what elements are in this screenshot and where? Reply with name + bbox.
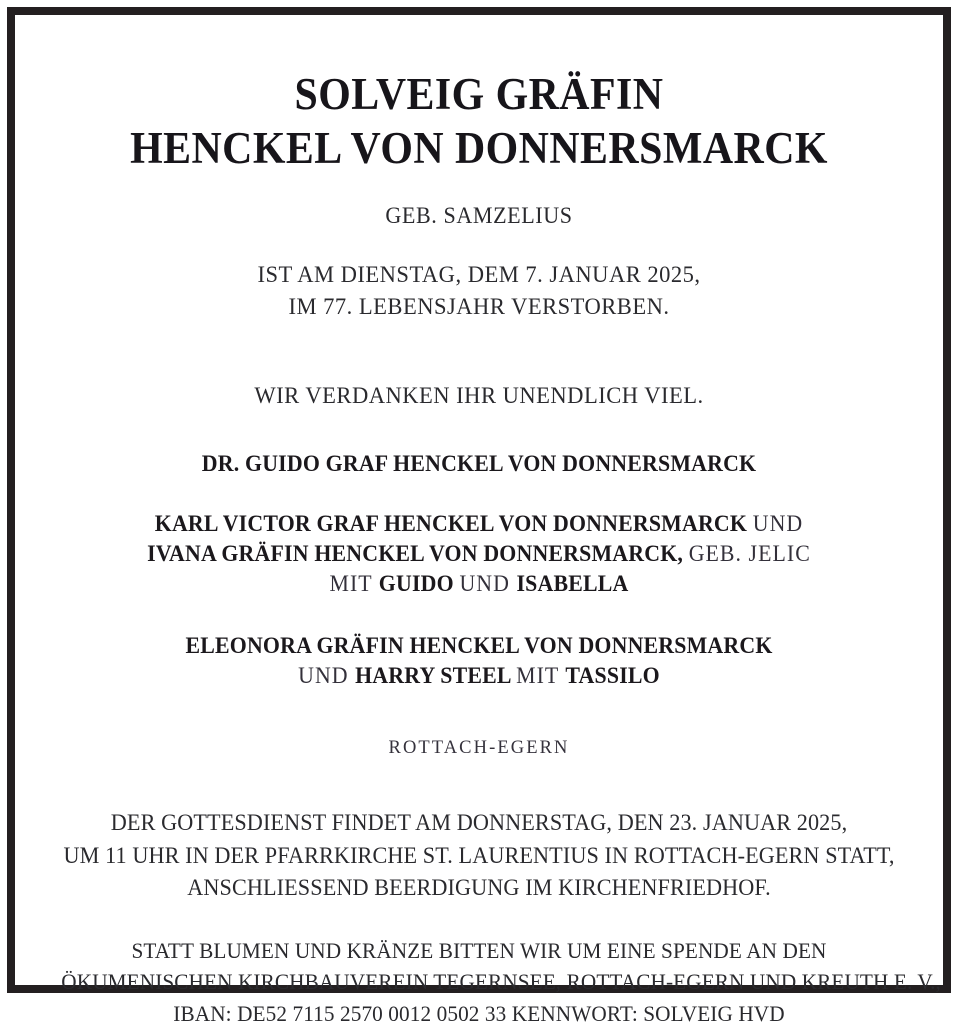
- survivor-group-son-family: [59, 509, 899, 599]
- donation-iban-line: IBAN: DE52 7115 2570 0012 0502 33 KENNWORT: SOLVEIG HVD: [61, 998, 896, 1029]
- survivor-line: [59, 539, 899, 569]
- maiden-name: GEB. SAMZELIUS: [55, 201, 904, 231]
- service-date-line: DER GOTTESDIENST FINDET AM DONNERSTAG, DEN 23. JANUAR 2025,: [61, 807, 896, 840]
- survivor-name: ISABELLA: [516, 571, 628, 596]
- survivor-name: GUIDO: [379, 571, 460, 596]
- survivor-conjunction: MIT: [516, 663, 565, 688]
- survivor-name: IVANA GRÄFIN HENCKEL VON DONNERSMARCK,: [147, 541, 689, 566]
- survivor-conjunction: UND: [298, 663, 355, 688]
- survivor-group-daughter-family: [59, 631, 899, 691]
- survivor-line: [59, 631, 899, 661]
- survivor-name: HARRY STEEL: [355, 663, 516, 688]
- obituary-border-frame: [7, 7, 951, 993]
- survivor-conjunction: MIT: [329, 571, 378, 596]
- survivor-conjunction: UND: [459, 571, 516, 596]
- donation-details: [61, 935, 896, 1029]
- donation-beneficiary-line: ÖKUMENISCHEN KIRCHBAUVEREIN TEGERNSEE, ROTTACH-EGERN UND KREUTH E. V.,: [61, 966, 896, 998]
- survivor-name: TASSILO: [565, 663, 659, 688]
- death-date-line: IST AM DIENSTAG, DEM 7. JANUAR 2025,: [55, 259, 904, 291]
- tribute-line: WIR VERDANKEN IHR UNENDLICH VIEL.: [55, 380, 904, 412]
- obituary-notice: [15, 15, 943, 985]
- survivor-name: ELEONORA GRÄFIN HENCKEL VON DONNERSMARCK: [185, 633, 772, 658]
- survivor-line: [59, 569, 899, 599]
- donation-request-line: STATT BLUMEN UND KRÄNZE BITTEN WIR UM EINE SPENDE AN DEN: [61, 935, 896, 967]
- death-statement: [55, 259, 904, 323]
- survivor-line: [59, 509, 899, 539]
- survivor-group-widower: [59, 449, 899, 479]
- death-age-line: IM 77. LEBENSJAHR VERSTORBEN.: [55, 291, 904, 323]
- survivor-maiden-name: GEB. JELIC: [689, 541, 811, 566]
- burial-line: ANSCHLIESSEND BEERDIGUNG IM KIRCHENFRIEDHOF.: [61, 872, 896, 905]
- survivor-line: [59, 449, 899, 479]
- deceased-first-name-line: SOLVEIG GRÄFIN: [68, 67, 890, 121]
- survivor-name: KARL VICTOR GRAF HENCKEL VON DONNERSMARCK: [155, 511, 753, 536]
- service-location-line: UM 11 UHR IN DER PFARRKIRCHE ST. LAURENTIUS IN ROTTACH-EGERN STATT,: [61, 840, 896, 873]
- survivor-name: DR. GUIDO GRAF HENCKEL VON DONNERSMARCK: [202, 451, 756, 476]
- page-title: [68, 67, 890, 175]
- survivor-conjunction: UND: [753, 511, 803, 536]
- survivor-line: [59, 661, 899, 691]
- deceased-surname-line: HENCKEL VON DONNERSMARCK: [68, 121, 890, 175]
- place-line: ROTTACH-EGERN: [37, 736, 921, 760]
- service-details: [61, 807, 896, 905]
